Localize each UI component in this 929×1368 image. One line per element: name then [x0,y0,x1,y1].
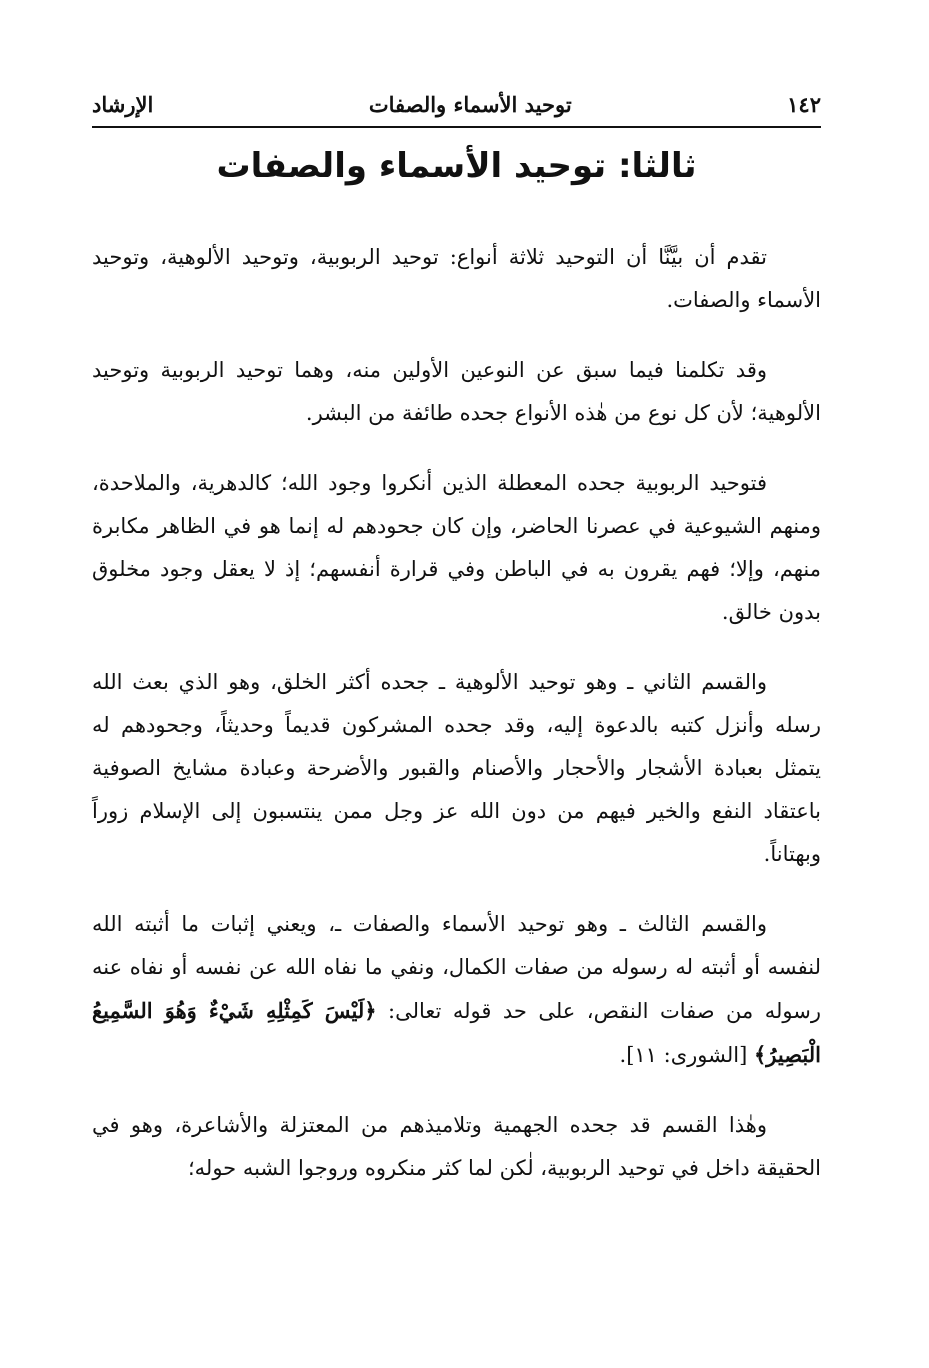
section-title: ثالثا: توحيد الأسماء والصفات [216,146,697,186]
quran-verse: ﴿لَيْسَ كَمِثْلِهِ شَيْءٌ وَهُوَ السَّمِيعُ الْبَصِيرُ﴾ [92,998,821,1067]
running-header [92,86,821,122]
paragraph-4: والقسم الثاني ـ وهو توحيد الألوهية ـ جحده أكثر الخلق، وهو الذي بعث الله رسله وأنزل كتبه بالدعوة إليه، وقد جحده المشركون قديماً وحديثاً، وجحودهم له يتمثل بعبادة الأشجار والأحجار والأصنام والقبور والأضرحة وعبادة مشايخ الصوفية باعتقاد النفع والخير فيهم من دون الله عز وجل ممن ينتسبون إلى الإسلام زوراً وبهتاناً. [92,670,821,866]
paragraph-1: تقدم أن بيَّنَّا أن التوحيد ثلاثة أنواع: توحيد الربوبية، وتوحيد الألوهية، وتوحيد الأسماء والصفات. [92,245,821,312]
header-divider [92,126,821,128]
paragraph-5-text: والقسم الثالث ـ وهو توحيد الأسماء والصفات ـ، ويعني إثبات ما أثبته الله لنفسه أو أثبته له رسوله من صفات الكمال، ونفي ما نفاه الله عن نفسه أو نفاه عنه رسوله من صفات النقص، على حد قوله تعالى: [92,912,821,1023]
paragraph-3: فتوحيد الربوبية جحده المعطلة الذين أنكروا وجود الله؛ كالدهرية، والملاحدة، ومنهم الشيوعية في عصرنا الحاضر، وإن كان جحودهم له إنما هو في الظاهر مكابرة منهم، وإلا؛ فهم يقرون به في الباطن وفي قرارة أنفسهم؛ إذ لا يعقل وجود مخلوق بدون خالق. [92,471,821,624]
paragraph-2: وقد تكلمنا فيما سبق عن النوعين الأولين منه، وهما توحيد الربوبية وتوحيد الألوهية؛ لأن كل نوع من هٰذه الأنواع جحده طائفة من البشر. [92,358,821,425]
paragraph-6: وهٰذا القسم قد جحده الجهمية وتلاميذهم من المعتزلة والأشاعرة، وهو في الحقيقة داخل في توحيد الربوبية، لٰكن لما كثر منكروه وروجوا الشبه حوله؛ [92,1113,821,1180]
book-title: الإرشاد [92,91,154,117]
page-number: ١٤٢ [787,91,821,117]
body-text [92,236,821,1217]
paragraph-5 [92,903,821,1077]
verse-citation: [الشورى: ١١]. [619,1043,748,1067]
chapter-title: توحيد الأسماء والصفات [368,91,572,117]
